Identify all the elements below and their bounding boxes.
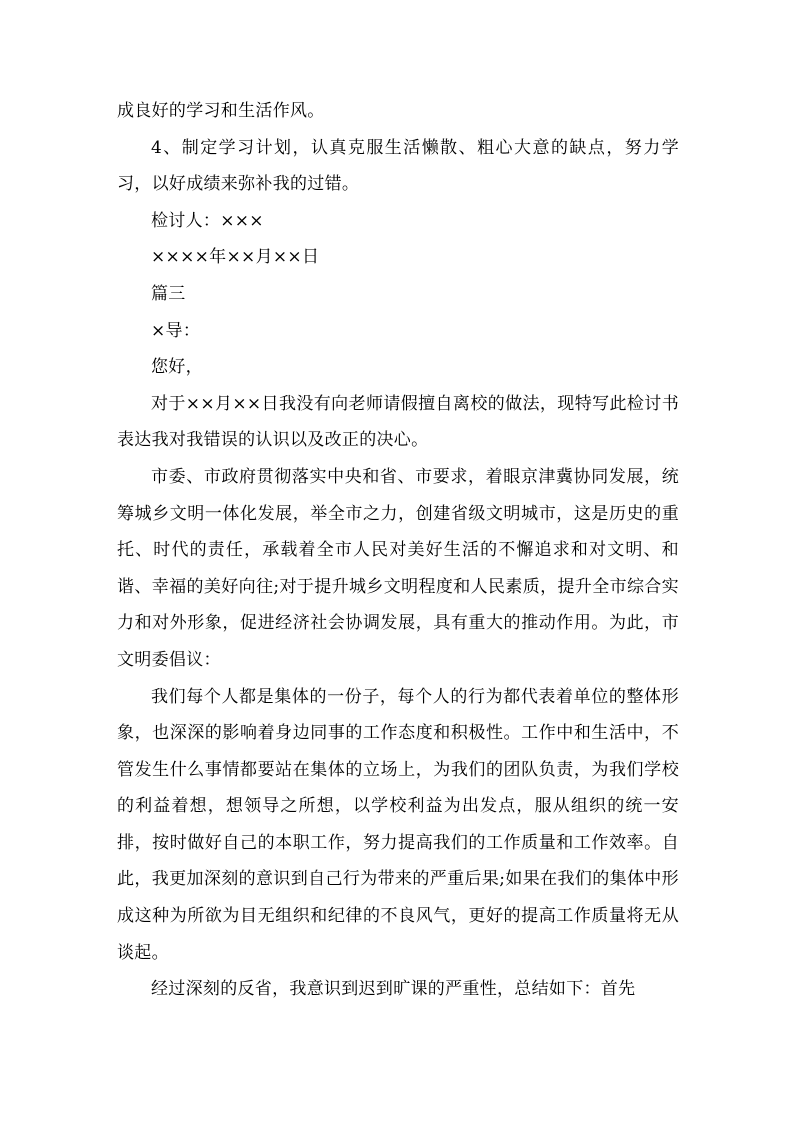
paragraph-closing-line: 成良好的学习和生活作风。 <box>117 101 325 121</box>
document-body <box>117 93 679 1008</box>
paragraph-item-4: 4、制定学习计划，认真克服生活懒散、粗心大意的缺点，努力学习，以好成绩来弥补我的过错。 <box>117 137 679 195</box>
paragraph-reflection: 经过深刻的反省，我意识到迟到旷课的严重性，总结如下：首先 <box>151 979 636 1000</box>
paragraph-intro: 对于××月××日我没有向老师请假擅自离校的做法，现特写此检讨书表达我对我错误的认识以及改正的决心。 <box>117 393 679 451</box>
paragraph-collective: 我们每个人都是集体的一份子，每个人的行为都代表着单位的整体形象，也深深的影响着身边同事的工作态度和积极性。工作中和生活中，不管发生什么事情都要站在集体的立场上，为我们的团队负责，为我们学校的利益着想，想领导之所想，以学校利益为出发点，服从组织的统一安排，按时做好自己的本职工作，努力提高我们的工作质量和工作效率。自此，我更加深刻的意识到自己行为带来的严重后果;如果在我们的集体中形成这种为所欲为目无组织和纪律的不良风气，更好的提高工作质量将无从谈起。 <box>117 686 679 963</box>
section-heading: 篇三 <box>151 283 186 304</box>
greeting: 您好， <box>151 357 203 378</box>
salutation: ×导： <box>151 320 201 341</box>
signature-line: 检讨人：××× <box>151 210 264 231</box>
paragraph-civilization: 市委、市政府贯彻落实中央和省、市要求，着眼京津冀协同发展，统筹城乡文明一体化发展，举全市之力，创建省级文明城市，这是历史的重托、时代的责任，承载着全市人民对美好生活的不懈追求和对文明、和谐、幸福的美好向往;对于提升城乡文明程度和人民素质，提升全市综合实力和对外形象，促进经济社会协调发展，具有重大的推动作用。为此，市文明委倡议： <box>117 466 679 670</box>
date-line: ××××年××月××日 <box>151 247 320 268</box>
